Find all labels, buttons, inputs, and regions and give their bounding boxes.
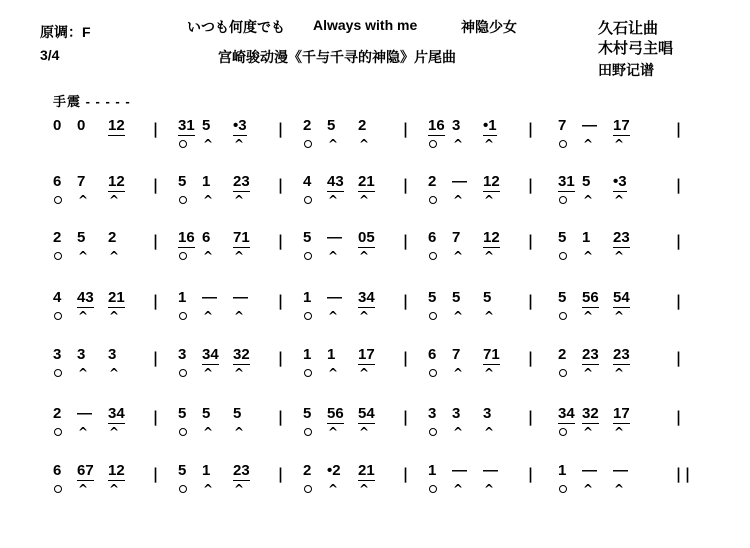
accent-caret-mark: ^ <box>109 309 120 323</box>
note-group: 7 <box>558 117 567 134</box>
note-group: — <box>202 289 217 306</box>
accent-caret-mark: ^ <box>614 425 625 439</box>
measure <box>558 289 670 325</box>
note-group: 23 <box>233 173 250 190</box>
barline: | <box>526 408 536 426</box>
measure <box>428 346 540 382</box>
bass-circle-mark <box>179 249 187 263</box>
original-key: 原调：F <box>40 24 91 40</box>
accent-caret-mark: ^ <box>203 425 214 439</box>
bass-circle-mark <box>429 249 437 263</box>
note-group: — <box>483 462 498 479</box>
bass-circle-mark <box>429 309 437 323</box>
note-group: 34 <box>108 405 125 422</box>
barline: | <box>401 120 411 138</box>
accent-caret-mark: ^ <box>484 366 495 380</box>
accent-caret-mark: ^ <box>484 309 495 323</box>
note-group: 67 <box>77 462 94 479</box>
note-group: 5 <box>77 229 86 246</box>
note-group: 23 <box>582 346 599 363</box>
singer-credit: 木村弓主唱 <box>598 40 674 57</box>
barline: | <box>401 408 411 426</box>
bass-circle-mark <box>559 249 567 263</box>
accent-caret-mark: ^ <box>583 309 594 323</box>
note-group: 12 <box>483 173 500 190</box>
measure <box>428 405 540 441</box>
barline: | <box>151 176 161 194</box>
accent-caret-mark: ^ <box>583 137 594 151</box>
bass-circle-mark <box>179 193 187 207</box>
note-group: 34 <box>558 405 575 422</box>
accent-caret-mark: ^ <box>359 366 370 380</box>
accent-caret-mark: ^ <box>328 366 339 380</box>
measure <box>303 462 415 498</box>
bass-circle-mark <box>429 425 437 439</box>
note-group: 2 <box>428 173 437 190</box>
note-group: 3 <box>428 405 437 422</box>
accent-caret-mark: ^ <box>234 137 245 151</box>
title-japanese: いつも何度でも <box>187 19 285 35</box>
note-group: 2 <box>358 117 367 134</box>
barline: | <box>401 176 411 194</box>
score-line <box>53 346 713 382</box>
bass-circle-mark <box>304 249 312 263</box>
accent-caret-mark: ^ <box>484 193 495 207</box>
barline: | <box>276 465 286 483</box>
time-signature: 3/4 <box>40 47 60 63</box>
barline: | <box>401 232 411 250</box>
note-group: 5 <box>303 229 312 246</box>
note-group: 3 <box>108 346 117 363</box>
accent-caret-mark: ^ <box>234 193 245 207</box>
note-group: 6 <box>428 346 437 363</box>
accent-caret-mark: ^ <box>78 366 89 380</box>
measure <box>428 229 540 265</box>
barline: | <box>151 408 161 426</box>
accent-caret-mark: ^ <box>328 482 339 496</box>
bass-circle-mark <box>559 137 567 151</box>
note-group: 21 <box>358 173 375 190</box>
accent-caret-mark: ^ <box>453 309 464 323</box>
accent-caret-mark: ^ <box>78 249 89 263</box>
note-group: 54 <box>613 289 630 306</box>
measure <box>558 173 670 209</box>
note-group: 5 <box>178 405 187 422</box>
measure <box>428 289 540 325</box>
bass-circle-mark <box>179 366 187 380</box>
measure <box>53 405 165 441</box>
note-group: 5 <box>303 405 312 422</box>
bass-circle-mark <box>304 425 312 439</box>
note-group: 1 <box>178 289 187 306</box>
note-group: 0 <box>53 117 62 134</box>
accent-caret-mark: ^ <box>109 425 120 439</box>
note-group: — <box>233 289 248 306</box>
note-group: •2 <box>327 462 341 479</box>
accent-caret-mark: ^ <box>328 137 339 151</box>
note-group: 5 <box>452 289 461 306</box>
accent-caret-mark: ^ <box>328 309 339 323</box>
note-group: 6 <box>53 173 62 190</box>
accent-caret-mark: ^ <box>109 249 120 263</box>
bass-circle-mark <box>304 137 312 151</box>
barline: | <box>526 120 536 138</box>
bass-circle-mark <box>304 193 312 207</box>
accent-caret-mark: ^ <box>78 425 89 439</box>
note-group: 6 <box>428 229 437 246</box>
arranger-credit: 田野记谱 <box>598 62 654 78</box>
note-group: 34 <box>202 346 219 363</box>
note-group: 2 <box>53 229 62 246</box>
accent-caret-mark: ^ <box>583 366 594 380</box>
barline: | <box>276 349 286 367</box>
measure <box>53 229 165 265</box>
title-english: Always with me <box>313 17 418 33</box>
note-group: 2 <box>53 405 62 422</box>
barline: | <box>276 292 286 310</box>
note-group: 56 <box>582 289 599 306</box>
accent-caret-mark: ^ <box>203 482 214 496</box>
note-group: 31 <box>178 117 195 134</box>
note-group: 34 <box>358 289 375 306</box>
accent-caret-mark: ^ <box>583 425 594 439</box>
accent-caret-mark: ^ <box>203 309 214 323</box>
barline: | <box>526 292 536 310</box>
accent-caret-mark: ^ <box>453 137 464 151</box>
accent-caret-mark: ^ <box>583 249 594 263</box>
note-group: 7 <box>452 229 461 246</box>
note-group: 7 <box>77 173 86 190</box>
measure <box>303 229 415 265</box>
barline: | <box>674 292 684 310</box>
note-group: 43 <box>327 173 344 190</box>
barline: | <box>151 465 161 483</box>
accent-caret-mark: ^ <box>583 193 594 207</box>
note-group: 5 <box>582 173 591 190</box>
accent-caret-mark: ^ <box>453 425 464 439</box>
score-line <box>53 289 713 325</box>
accent-caret-mark: ^ <box>614 137 625 151</box>
accent-caret-mark: ^ <box>614 193 625 207</box>
title-chinese: 神隐少女 <box>461 19 517 35</box>
note-group: 05 <box>358 229 375 246</box>
note-group: 2 <box>303 462 312 479</box>
barline: | <box>151 120 161 138</box>
note-group: 1 <box>202 173 211 190</box>
bass-circle-mark <box>304 309 312 323</box>
barline: | <box>401 465 411 483</box>
score-line <box>53 229 713 265</box>
accent-caret-mark: ^ <box>359 482 370 496</box>
bass-circle-mark <box>559 366 567 380</box>
measure <box>558 462 670 498</box>
measure <box>178 405 290 441</box>
barline: | <box>674 349 684 367</box>
accent-caret-mark: ^ <box>203 249 214 263</box>
measure <box>558 117 670 153</box>
barline: | <box>674 232 684 250</box>
note-group: 5 <box>558 289 567 306</box>
score-line <box>53 117 713 153</box>
final-barline: || <box>674 465 693 483</box>
measure <box>53 289 165 325</box>
measure <box>428 173 540 209</box>
bass-circle-mark <box>429 366 437 380</box>
accent-caret-mark: ^ <box>203 366 214 380</box>
accent-caret-mark: ^ <box>453 366 464 380</box>
bass-circle-mark <box>304 366 312 380</box>
accent-caret-mark: ^ <box>328 249 339 263</box>
measure <box>178 289 290 325</box>
note-group: 17 <box>613 405 630 422</box>
note-group: 16 <box>428 117 445 134</box>
bass-circle-mark <box>429 193 437 207</box>
measure <box>178 346 290 382</box>
accent-caret-mark: ^ <box>453 249 464 263</box>
bass-circle-mark <box>429 482 437 496</box>
measure <box>178 462 290 498</box>
barline: | <box>151 349 161 367</box>
note-group: 1 <box>582 229 591 246</box>
bass-circle-mark <box>179 425 187 439</box>
measure <box>303 117 415 153</box>
note-group: 3 <box>53 346 62 363</box>
composer-credit: 久石让曲 <box>598 20 659 37</box>
measure <box>558 405 670 441</box>
note-group: 3 <box>452 117 461 134</box>
accent-caret-mark: ^ <box>484 482 495 496</box>
bass-circle-mark <box>179 482 187 496</box>
bass-circle-mark <box>179 137 187 151</box>
barline: | <box>276 120 286 138</box>
note-group: — <box>582 462 597 479</box>
note-group: — <box>77 405 92 422</box>
note-group: 12 <box>483 229 500 246</box>
measure <box>303 289 415 325</box>
accent-caret-mark: ^ <box>359 309 370 323</box>
measure <box>53 117 165 153</box>
accent-caret-mark: ^ <box>453 482 464 496</box>
barline: | <box>151 292 161 310</box>
note-group: 2 <box>558 346 567 363</box>
note-group: •3 <box>233 117 247 134</box>
note-group: 1 <box>303 289 312 306</box>
barline: | <box>526 349 536 367</box>
barline: | <box>276 232 286 250</box>
note-group: 32 <box>582 405 599 422</box>
note-group: •3 <box>613 173 627 190</box>
accent-caret-mark: ^ <box>203 193 214 207</box>
measure <box>428 462 540 498</box>
note-group: 1 <box>303 346 312 363</box>
note-group: 5 <box>202 117 211 134</box>
measure <box>53 462 165 498</box>
accent-caret-mark: ^ <box>328 425 339 439</box>
barline: | <box>276 408 286 426</box>
barline: | <box>401 292 411 310</box>
barline: | <box>401 349 411 367</box>
accent-caret-mark: ^ <box>109 482 120 496</box>
measure <box>53 346 165 382</box>
measure <box>428 117 540 153</box>
note-group: 17 <box>358 346 375 363</box>
accent-caret-mark: ^ <box>453 193 464 207</box>
barline: | <box>276 176 286 194</box>
note-group: 2 <box>303 117 312 134</box>
note-group: 3 <box>483 405 492 422</box>
measure <box>178 173 290 209</box>
accent-caret-mark: ^ <box>78 309 89 323</box>
bass-circle-mark <box>559 482 567 496</box>
note-group: 5 <box>202 405 211 422</box>
note-group: 5 <box>327 117 336 134</box>
accent-caret-mark: ^ <box>359 193 370 207</box>
score-line <box>53 173 713 209</box>
accent-caret-mark: ^ <box>484 425 495 439</box>
barline: | <box>674 176 684 194</box>
measure <box>178 117 290 153</box>
barline: | <box>526 176 536 194</box>
bass-circle-mark <box>304 482 312 496</box>
note-group: 23 <box>613 346 630 363</box>
note-group: 6 <box>53 462 62 479</box>
note-group: 5 <box>558 229 567 246</box>
note-group: 6 <box>202 229 211 246</box>
note-group: 23 <box>233 462 250 479</box>
accent-caret-mark: ^ <box>484 137 495 151</box>
note-group: 5 <box>233 405 242 422</box>
bass-circle-mark <box>559 193 567 207</box>
note-group: 5 <box>428 289 437 306</box>
bass-circle-mark <box>559 309 567 323</box>
measure <box>178 229 290 265</box>
barline: | <box>151 232 161 250</box>
note-group: 5 <box>178 173 187 190</box>
note-group: 3 <box>452 405 461 422</box>
note-group: 32 <box>233 346 250 363</box>
barline: | <box>526 465 536 483</box>
note-group: 71 <box>483 346 500 363</box>
barline: | <box>526 232 536 250</box>
note-group: — <box>327 229 342 246</box>
measure <box>558 229 670 265</box>
accent-caret-mark: ^ <box>583 482 594 496</box>
accent-caret-mark: ^ <box>234 366 245 380</box>
note-group: 21 <box>108 289 125 306</box>
subtitle: 宫崎骏动漫《千与千寻的神隐》片尾曲 <box>218 49 456 65</box>
bass-circle-mark <box>54 366 62 380</box>
note-group: 5 <box>483 289 492 306</box>
accent-caret-mark: ^ <box>614 309 625 323</box>
accent-caret-mark: ^ <box>203 137 214 151</box>
note-group: — <box>327 289 342 306</box>
note-group: 0 <box>77 117 86 134</box>
note-group: 31 <box>558 173 575 190</box>
score-line <box>53 462 713 498</box>
bass-circle-mark <box>179 309 187 323</box>
note-group: 43 <box>77 289 94 306</box>
note-group: 56 <box>327 405 344 422</box>
barline: | <box>674 120 684 138</box>
note-group: 23 <box>613 229 630 246</box>
note-group: 71 <box>233 229 250 246</box>
accent-caret-mark: ^ <box>614 249 625 263</box>
note-group: — <box>452 173 467 190</box>
accent-caret-mark: ^ <box>614 366 625 380</box>
note-group: 1 <box>202 462 211 479</box>
accent-caret-mark: ^ <box>234 249 245 263</box>
note-group: •1 <box>483 117 497 134</box>
note-group: 2 <box>108 229 117 246</box>
measure <box>303 405 415 441</box>
measure <box>558 346 670 382</box>
barline: | <box>674 408 684 426</box>
accent-caret-mark: ^ <box>234 309 245 323</box>
score-line <box>53 405 713 441</box>
note-group: 21 <box>358 462 375 479</box>
note-group: 3 <box>178 346 187 363</box>
bass-circle-mark <box>54 425 62 439</box>
accent-caret-mark: ^ <box>359 425 370 439</box>
accent-caret-mark: ^ <box>484 249 495 263</box>
bass-circle-mark <box>54 309 62 323</box>
accent-caret-mark: ^ <box>109 366 120 380</box>
bass-circle-mark <box>54 249 62 263</box>
measure <box>53 173 165 209</box>
note-group: 5 <box>178 462 187 479</box>
note-group: 12 <box>108 117 125 134</box>
accent-caret-mark: ^ <box>234 425 245 439</box>
accent-caret-mark: ^ <box>359 249 370 263</box>
note-group: 3 <box>77 346 86 363</box>
bass-circle-mark <box>54 193 62 207</box>
note-group: 7 <box>452 346 461 363</box>
accent-caret-mark: ^ <box>328 193 339 207</box>
note-group: — <box>582 117 597 134</box>
note-group: — <box>452 462 467 479</box>
accent-caret-mark: ^ <box>78 193 89 207</box>
bass-circle-mark <box>559 425 567 439</box>
note-group: 16 <box>178 229 195 246</box>
note-group: 12 <box>108 462 125 479</box>
note-group: — <box>613 462 628 479</box>
accent-caret-mark: ^ <box>78 482 89 496</box>
accent-caret-mark: ^ <box>359 137 370 151</box>
note-group: 1 <box>558 462 567 479</box>
bass-circle-mark <box>429 137 437 151</box>
accent-caret-mark: ^ <box>614 482 625 496</box>
measure <box>303 346 415 382</box>
note-group: 12 <box>108 173 125 190</box>
accent-caret-mark: ^ <box>109 193 120 207</box>
note-group: 54 <box>358 405 375 422</box>
note-group: 1 <box>327 346 336 363</box>
note-group: 4 <box>303 173 312 190</box>
intro-tremolo-marking: 手震 - - - - - <box>53 94 131 109</box>
bass-circle-mark <box>54 482 62 496</box>
note-group: 4 <box>53 289 62 306</box>
note-group: 17 <box>613 117 630 134</box>
note-group: 1 <box>428 462 437 479</box>
accent-caret-mark: ^ <box>234 482 245 496</box>
measure <box>303 173 415 209</box>
